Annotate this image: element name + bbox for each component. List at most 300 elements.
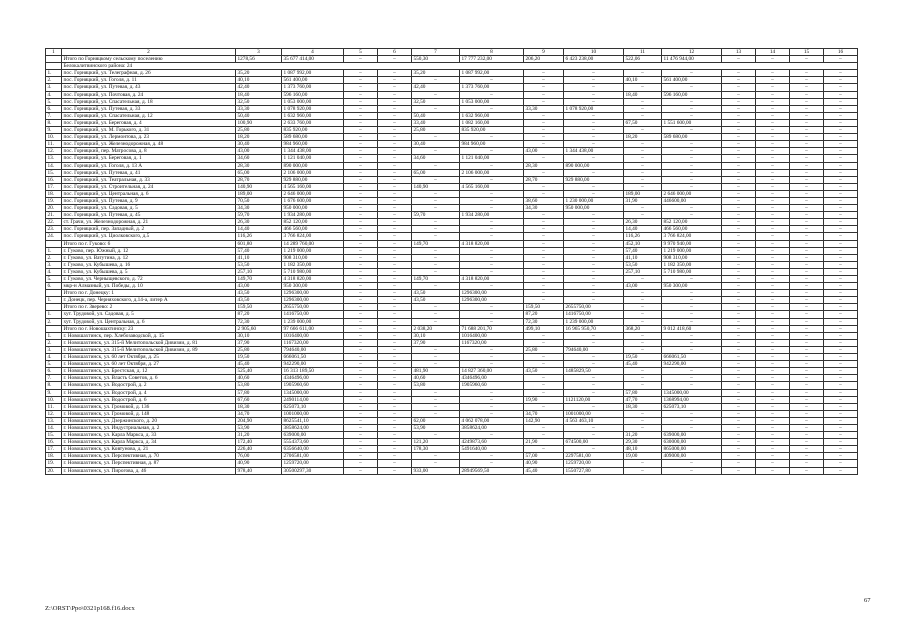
table-row bbox=[46, 70, 858, 77]
row-number-cell bbox=[46, 63, 62, 70]
value-cell: – bbox=[790, 190, 824, 197]
value-cell: – bbox=[412, 460, 460, 467]
value-cell: – bbox=[378, 389, 412, 396]
value-cell: – bbox=[790, 112, 824, 119]
value-cell: – bbox=[378, 283, 412, 290]
value-cell: – bbox=[722, 410, 756, 417]
value-cell: – bbox=[344, 155, 378, 162]
value-cell: – bbox=[524, 297, 564, 304]
value-cell: – bbox=[378, 276, 412, 283]
value-cell: – bbox=[344, 389, 378, 396]
value-cell: – bbox=[564, 155, 624, 162]
value-cell: – bbox=[722, 375, 756, 382]
value-cell: – bbox=[824, 56, 858, 63]
value-cell: – bbox=[824, 141, 858, 148]
value-cell: 116,26 bbox=[624, 233, 662, 240]
table-row bbox=[46, 432, 858, 439]
address-cell: Итого по г. Донецку: 1 bbox=[62, 290, 236, 297]
value-cell: 561 400,00 bbox=[662, 77, 722, 84]
value-cell: – bbox=[344, 354, 378, 361]
value-cell: – bbox=[412, 197, 460, 204]
value-cell: – bbox=[662, 410, 722, 417]
value-cell: 596 160,00 bbox=[662, 91, 722, 98]
value-cell: 18,40 bbox=[624, 91, 662, 98]
value-cell: 45,40 bbox=[624, 361, 662, 368]
value-cell: 1 121 040,00 bbox=[460, 155, 524, 162]
value-cell: – bbox=[756, 141, 790, 148]
address-cell: пос. Горняцкий, ул. Спасательная, д. 18 bbox=[62, 98, 236, 105]
value-cell: – bbox=[624, 141, 662, 148]
row-number-cell: 4. bbox=[46, 354, 62, 361]
value-cell: 40,10 bbox=[236, 77, 282, 84]
table-row bbox=[46, 368, 858, 375]
row-number-cell: 21. bbox=[46, 212, 62, 219]
value-cell: – bbox=[378, 318, 412, 325]
value-cell: 50,40 bbox=[412, 112, 460, 119]
table-row bbox=[46, 127, 858, 134]
value-cell: – bbox=[756, 417, 790, 424]
value-cell: – bbox=[624, 290, 662, 297]
value-cell: – bbox=[824, 339, 858, 346]
value-cell: – bbox=[564, 290, 624, 297]
value-cell: 8625541,10 bbox=[282, 417, 344, 424]
row-number-cell: 10. bbox=[46, 396, 62, 403]
value-cell: – bbox=[460, 389, 524, 396]
value-cell: – bbox=[344, 311, 378, 318]
value-cell: 121,20 bbox=[412, 439, 460, 446]
value-cell: – bbox=[524, 84, 564, 91]
value-cell: – bbox=[378, 119, 412, 126]
value-cell: – bbox=[624, 382, 662, 389]
value-cell: 1 551 600,00 bbox=[662, 119, 722, 126]
value-cell: – bbox=[662, 70, 722, 77]
value-cell: – bbox=[722, 148, 756, 155]
value-cell: 1 182 350,00 bbox=[662, 261, 722, 268]
value-cell: – bbox=[722, 311, 756, 318]
row-number-cell: 18. bbox=[46, 190, 62, 197]
value-cell: 140,90 bbox=[412, 183, 460, 190]
value-cell: 978,40 bbox=[236, 467, 282, 474]
value-cell: – bbox=[662, 339, 722, 346]
value-cell: 16 313 189,50 bbox=[282, 368, 344, 375]
value-cell: – bbox=[756, 410, 790, 417]
value-cell: – bbox=[662, 424, 722, 431]
value-cell: 499,10 bbox=[524, 325, 564, 332]
value-cell: – bbox=[344, 268, 378, 275]
value-cell: – bbox=[564, 403, 624, 410]
table-row bbox=[46, 205, 858, 212]
value-cell: – bbox=[624, 70, 662, 77]
value-cell: – bbox=[790, 339, 824, 346]
value-cell: – bbox=[722, 112, 756, 119]
value-cell: – bbox=[344, 290, 378, 297]
value-cell: – bbox=[790, 325, 824, 332]
row-number-cell: 17. bbox=[46, 446, 62, 453]
value-cell: – bbox=[524, 424, 564, 431]
value-cell: – bbox=[378, 297, 412, 304]
value-cell: – bbox=[412, 233, 460, 240]
value-cell: – bbox=[564, 233, 624, 240]
value-cell: – bbox=[412, 354, 460, 361]
value-cell: – bbox=[378, 155, 412, 162]
value-cell: – bbox=[722, 169, 756, 176]
value-cell: – bbox=[624, 339, 662, 346]
value-cell: – bbox=[722, 190, 756, 197]
value-cell: 1259720,00 bbox=[282, 460, 344, 467]
value-cell: – bbox=[378, 403, 412, 410]
value-cell: – bbox=[564, 424, 624, 431]
value-cell: – bbox=[378, 105, 412, 112]
address-cell: г. Новошахтинск, ул. Водострой, д. 4 bbox=[62, 389, 236, 396]
value-cell: – bbox=[624, 212, 662, 219]
value-cell: – bbox=[722, 439, 756, 446]
value-cell: 189,00 bbox=[236, 190, 282, 197]
value-cell: – bbox=[722, 70, 756, 77]
address-cell: г. Новошахтинск, ул. Дзержинского, д. 20 bbox=[62, 417, 236, 424]
value-cell: 57,00 bbox=[524, 453, 564, 460]
value-cell: – bbox=[790, 56, 824, 63]
value-cell: – bbox=[824, 346, 858, 353]
row-number-cell: 7. bbox=[46, 112, 62, 119]
value-cell: – bbox=[564, 283, 624, 290]
value-cell: – bbox=[824, 354, 858, 361]
value-cell: – bbox=[412, 219, 460, 226]
value-cell: – bbox=[722, 460, 756, 467]
value-cell: – bbox=[344, 233, 378, 240]
value-cell: – bbox=[824, 375, 858, 382]
address-cell: пос. Горняцкий, ул. Береговая, д. 4 bbox=[62, 119, 236, 126]
row-number-cell: 8. bbox=[46, 119, 62, 126]
value-cell: – bbox=[524, 141, 564, 148]
value-cell: – bbox=[756, 91, 790, 98]
table-row bbox=[46, 254, 858, 261]
value-cell: 18,30 bbox=[236, 403, 282, 410]
address-cell: г. Новошахтинск, ул. Власть Советов, д. 6 bbox=[62, 375, 236, 382]
value-cell: – bbox=[378, 439, 412, 446]
row-number-cell: 20. bbox=[46, 205, 62, 212]
value-cell: – bbox=[662, 382, 722, 389]
value-cell: – bbox=[378, 226, 412, 233]
document-file-path: Z:\ORST\Ppo\0321p168.f16.docx bbox=[45, 605, 135, 612]
value-cell: – bbox=[756, 77, 790, 84]
row-number-cell bbox=[46, 290, 62, 297]
value-cell: 2655750,00 bbox=[282, 304, 344, 311]
table-row bbox=[46, 247, 858, 254]
table-row bbox=[46, 98, 858, 105]
value-cell: – bbox=[790, 432, 824, 439]
value-cell: 159,50 bbox=[524, 304, 564, 311]
value-cell: 172,40 bbox=[236, 439, 282, 446]
value-cell: – bbox=[378, 325, 412, 332]
value-cell: – bbox=[412, 162, 460, 169]
value-cell: 16 965 950,70 bbox=[564, 325, 624, 332]
value-cell: – bbox=[624, 162, 662, 169]
value-cell: – bbox=[756, 197, 790, 204]
value-cell: – bbox=[722, 325, 756, 332]
value-cell: 19,50 bbox=[624, 354, 662, 361]
value-cell: – bbox=[790, 439, 824, 446]
value-cell: – bbox=[722, 141, 756, 148]
value-cell: – bbox=[790, 467, 824, 474]
row-number-cell: 24. bbox=[46, 233, 62, 240]
value-cell: – bbox=[756, 297, 790, 304]
value-cell: – bbox=[344, 183, 378, 190]
row-number-cell: 12. bbox=[46, 148, 62, 155]
row-number-cell: 3. bbox=[46, 84, 62, 91]
table-row bbox=[46, 467, 858, 474]
row-number-cell: 2. bbox=[46, 318, 62, 325]
value-cell: 18,30 bbox=[624, 403, 662, 410]
value-cell: 50,40 bbox=[236, 112, 282, 119]
address-cell: пос. Горняцкий, ул. М. Горького, д. 31 bbox=[62, 127, 236, 134]
value-cell: 6356640,00 bbox=[282, 446, 344, 453]
value-cell: – bbox=[756, 346, 790, 353]
value-cell: – bbox=[662, 276, 722, 283]
row-number-cell: 2. bbox=[46, 77, 62, 84]
address-cell: пос. Горняцкий, пер. Западный, д. 2 bbox=[62, 226, 236, 233]
value-cell: 1296300,00 bbox=[460, 290, 524, 297]
value-cell: 34,30 bbox=[236, 205, 282, 212]
value-cell: 1 078 920,00 bbox=[564, 105, 624, 112]
value-cell: – bbox=[722, 368, 756, 375]
value-cell: – bbox=[344, 77, 378, 84]
value-cell: – bbox=[564, 389, 624, 396]
value-cell: – bbox=[756, 162, 790, 169]
value-cell: – bbox=[756, 446, 790, 453]
value-cell: – bbox=[790, 70, 824, 77]
value-cell: – bbox=[722, 332, 756, 339]
value-cell: – bbox=[824, 453, 858, 460]
value-cell: – bbox=[824, 148, 858, 155]
row-number-cell: 8. bbox=[46, 382, 62, 389]
value-cell: – bbox=[564, 254, 624, 261]
value-cell: 794640,00 bbox=[564, 346, 624, 353]
value-cell: – bbox=[564, 361, 624, 368]
value-cell: – bbox=[460, 432, 524, 439]
value-cell: – bbox=[756, 70, 790, 77]
address-cell: пос. Горняцкий, ул. Береговая, д. 1 bbox=[62, 155, 236, 162]
column-number: 7 bbox=[412, 49, 460, 56]
value-cell: 76,00 bbox=[236, 453, 282, 460]
row-number-cell: 13. bbox=[46, 155, 62, 162]
value-cell: – bbox=[524, 212, 564, 219]
value-cell: 984 960,00 bbox=[282, 141, 344, 148]
value-cell: – bbox=[824, 112, 858, 119]
value-cell: 3858624,00 bbox=[460, 424, 524, 431]
value-cell: – bbox=[564, 446, 624, 453]
value-cell: 257,10 bbox=[236, 268, 282, 275]
value-cell: 5554373,60 bbox=[282, 439, 344, 446]
value-cell: – bbox=[824, 417, 858, 424]
column-number-row bbox=[46, 49, 858, 56]
address-cell: г. Гуково, ул. Кубышева, д. 5 bbox=[62, 268, 236, 275]
value-cell: – bbox=[722, 361, 756, 368]
value-cell: 53,50 bbox=[624, 261, 662, 268]
table-row bbox=[46, 389, 858, 396]
value-cell: – bbox=[564, 127, 624, 134]
value-cell: – bbox=[756, 283, 790, 290]
value-cell: 596 160,00 bbox=[282, 91, 344, 98]
value-cell: 1 182 350,00 bbox=[282, 261, 344, 268]
value-cell: 1416750,00 bbox=[564, 311, 624, 318]
value-cell: – bbox=[662, 304, 722, 311]
value-cell: – bbox=[412, 311, 460, 318]
value-cell: – bbox=[824, 84, 858, 91]
value-cell: – bbox=[662, 169, 722, 176]
column-number: 10 bbox=[564, 49, 624, 56]
value-cell: – bbox=[624, 155, 662, 162]
value-cell: 561 400,00 bbox=[282, 77, 344, 84]
value-cell: – bbox=[412, 105, 460, 112]
value-cell: – bbox=[824, 389, 858, 396]
value-cell: – bbox=[564, 268, 624, 275]
value-cell: – bbox=[790, 332, 824, 339]
value-cell: 1550727,80 bbox=[564, 467, 624, 474]
value-cell: – bbox=[564, 226, 624, 233]
value-cell: 466 560,00 bbox=[662, 226, 722, 233]
table-row bbox=[46, 354, 858, 361]
value-cell: – bbox=[344, 396, 378, 403]
value-cell: 71 688 201,70 bbox=[460, 325, 524, 332]
value-cell: – bbox=[524, 183, 564, 190]
value-cell: 53,90 bbox=[412, 424, 460, 431]
row-number-cell: 3. bbox=[46, 346, 62, 353]
value-cell: 149,70 bbox=[412, 276, 460, 283]
value-cell: 29,30 bbox=[624, 439, 662, 446]
value-cell: 452,10 bbox=[624, 240, 662, 247]
value-cell: – bbox=[722, 467, 756, 474]
value-cell: – bbox=[344, 325, 378, 332]
table-row bbox=[46, 382, 858, 389]
table-row bbox=[46, 424, 858, 431]
value-cell: – bbox=[524, 91, 564, 98]
value-cell: – bbox=[624, 410, 662, 417]
value-cell: 206,20 bbox=[524, 56, 564, 63]
value-cell: – bbox=[662, 127, 722, 134]
value-cell: – bbox=[722, 176, 756, 183]
address-cell: г. Новошахтинск, ул. Карла Маркса, д. 34 bbox=[62, 439, 236, 446]
column-number: 2 bbox=[62, 49, 236, 56]
value-cell: 43,00 bbox=[236, 148, 282, 155]
value-cell: – bbox=[722, 432, 756, 439]
row-number-cell: 19. bbox=[46, 197, 62, 204]
value-cell: 1 219 000,00 bbox=[282, 247, 344, 254]
value-cell: – bbox=[378, 212, 412, 219]
value-cell: – bbox=[524, 70, 564, 77]
address-cell: пос. Горняцкий, ул. Путевая, д. 9 bbox=[62, 197, 236, 204]
value-cell: – bbox=[722, 205, 756, 212]
value-cell: – bbox=[378, 346, 412, 353]
value-cell: – bbox=[756, 205, 790, 212]
value-cell: – bbox=[722, 389, 756, 396]
value-cell: – bbox=[722, 105, 756, 112]
value-cell: 34,60 bbox=[412, 155, 460, 162]
address-cell: г. Новошахтинск, ул. Водострой, д. 2 bbox=[62, 382, 236, 389]
value-cell: 601,80 bbox=[236, 240, 282, 247]
table-row bbox=[46, 268, 858, 275]
value-cell: – bbox=[378, 382, 412, 389]
value-cell: – bbox=[344, 361, 378, 368]
value-cell: – bbox=[756, 325, 790, 332]
value-cell: – bbox=[756, 176, 790, 183]
value-cell: – bbox=[564, 382, 624, 389]
value-cell: – bbox=[412, 453, 460, 460]
value-cell: 1905960,60 bbox=[282, 382, 344, 389]
document-page bbox=[45, 48, 857, 475]
value-cell: 1905960,60 bbox=[460, 382, 524, 389]
value-cell: – bbox=[378, 148, 412, 155]
value-cell: – bbox=[344, 176, 378, 183]
value-cell: – bbox=[824, 226, 858, 233]
value-cell: 2 646 000,00 bbox=[662, 190, 722, 197]
value-cell: 204,90 bbox=[236, 417, 282, 424]
value-cell: – bbox=[824, 240, 858, 247]
value-cell: – bbox=[824, 119, 858, 126]
value-cell: 67,50 bbox=[624, 119, 662, 126]
value-cell: – bbox=[524, 112, 564, 119]
address-cell: г. Новошахтинск, ул. Водострой, д. 6 bbox=[62, 396, 236, 403]
value-cell: 57,40 bbox=[236, 247, 282, 254]
value-cell: – bbox=[790, 396, 824, 403]
value-cell: 40,10 bbox=[624, 77, 662, 84]
value-cell: – bbox=[624, 318, 662, 325]
value-cell: – bbox=[722, 403, 756, 410]
value-cell: – bbox=[460, 233, 524, 240]
value-cell: – bbox=[524, 240, 564, 247]
value-cell: – bbox=[378, 254, 412, 261]
value-cell: – bbox=[564, 432, 624, 439]
value-cell: 43,50 bbox=[236, 290, 282, 297]
value-cell: – bbox=[412, 261, 460, 268]
value-cell: – bbox=[756, 240, 790, 247]
value-cell: – bbox=[662, 212, 722, 219]
value-cell: – bbox=[790, 176, 824, 183]
value-cell: – bbox=[824, 205, 858, 212]
value-cell: 57,40 bbox=[624, 247, 662, 254]
value-cell: – bbox=[722, 318, 756, 325]
value-cell: – bbox=[824, 368, 858, 375]
value-cell: – bbox=[722, 268, 756, 275]
value-cell: – bbox=[722, 424, 756, 431]
value-cell: – bbox=[722, 219, 756, 226]
table-row bbox=[46, 105, 858, 112]
row-number-cell: 2. bbox=[46, 254, 62, 261]
row-number-cell: 4. bbox=[46, 268, 62, 275]
value-cell: – bbox=[824, 439, 858, 446]
value-cell: – bbox=[460, 410, 524, 417]
value-cell: – bbox=[624, 98, 662, 105]
value-cell: 1167320,00 bbox=[460, 339, 524, 346]
value-cell: 984 960,00 bbox=[460, 141, 524, 148]
value-cell: – bbox=[378, 91, 412, 98]
value-cell: – bbox=[790, 247, 824, 254]
table-row bbox=[46, 332, 858, 339]
value-cell: – bbox=[524, 432, 564, 439]
value-cell: – bbox=[344, 105, 378, 112]
value-cell: – bbox=[824, 467, 858, 474]
address-cell: хут. Трудовой, ул. Центральная, д. 6 bbox=[62, 318, 236, 325]
value-cell: 30500297,30 bbox=[282, 467, 344, 474]
value-cell: – bbox=[824, 70, 858, 77]
value-cell: – bbox=[460, 318, 524, 325]
value-cell: 70,50 bbox=[236, 197, 282, 204]
value-cell: 25,80 bbox=[412, 127, 460, 134]
value-cell: 43,00 bbox=[624, 283, 662, 290]
value-cell: – bbox=[344, 162, 378, 169]
value-cell: 2 106 000,00 bbox=[460, 169, 524, 176]
value-cell: – bbox=[344, 467, 378, 474]
value-cell: 4 565 160,00 bbox=[282, 183, 344, 190]
